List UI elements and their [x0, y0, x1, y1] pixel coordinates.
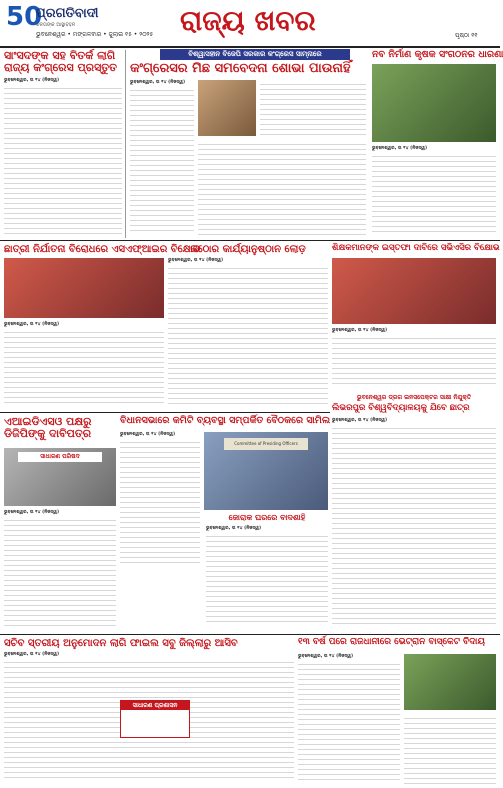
article-a6-body [332, 328, 496, 388]
paper-name: ପ୍ରଗତିବାଦୀ [36, 6, 99, 21]
headline-a6: ଶିକ୍ଷକମାନଙ୍କ ଇସ୍ତଫା ଦାବିରେ ସଭିଏସିର ବିକ୍ଷୋଭ [332, 243, 500, 253]
article-a10-dateline: ଭୁବନେଶ୍ୱର, ତା ୧୪ (ନିଜସ୍ୱ) [206, 526, 262, 531]
article-a11-dateline: ଭୁବନେଶ୍ୱର, ତା ୧୪ (ନିଜସ୍ୱ) [4, 652, 60, 657]
article-a1-dateline: ଭୁବନେଶ୍ୱର, ତା ୧୪ (ନିଜସ୍ୱ) [4, 78, 60, 83]
article-a1-body [4, 78, 122, 238]
issue-dateline: ଭୁବନେଶ୍ୱର • ମଙ୍ଗଳବାର • ଜୁଲାଇ ୧୫ • ୨୦୨୫ [36, 31, 154, 38]
teachers-protest-photo [332, 258, 496, 324]
article-a2-body-3 [260, 80, 366, 138]
article-a5-dateline: ଭୁବନେଶ୍ୱର, ତା ୧୪ (ନିଜସ୍ୱ) [168, 258, 224, 263]
article-a4-body [4, 322, 164, 410]
general-administration-inset [120, 700, 190, 738]
article-a7-dateline: ଭୁବନେଶ୍ୱର, ତା ୧୪ (ନିଜସ୍ୱ) [332, 418, 388, 423]
masthead [0, 0, 500, 48]
article-a9-body [120, 432, 200, 568]
article-a12-dateline: ଭୁବନେଶ୍ୱର, ତା ୧୪ (ନିଜସ୍ୱ) [298, 654, 354, 659]
article-a8-dateline: ଭୁବନେଶ୍ୱର, ତା ୧୪ (ନିଜସ୍ୱ) [4, 510, 60, 515]
meeting-banner: Committee of Presiding Officers [224, 438, 308, 450]
headline-a3: ନବ ନିର୍ମାଣ କୃଷକ ସଂଗଠନର ଧାରଣା [372, 49, 503, 60]
article-a3-dateline: ଭୁବନେଶ୍ୱର, ତା ୧୪ (ନିଜସ୍ୱ) [372, 146, 428, 151]
paper-tagline: ଜନତାଙ୍କ ଆସ୍ଥାବହନ [36, 22, 76, 28]
article-a3-body [372, 146, 496, 238]
article-a8-body [4, 510, 116, 630]
article-a2-dateline: ଭୁବନେଶ୍ୱର, ତା ୧୪ (ନିଜସ୍ୱ) [130, 80, 186, 85]
article-a10-body [206, 526, 328, 630]
headline-a4: ଛାତ୍ରୀ ନିର୍ଯାତନା ବିରୋଧରେ ଏସଏଫ୍‌ଆଇର ବିକ୍ଷୋଭ [4, 244, 201, 255]
sports-event-photo [404, 654, 496, 710]
leader-portrait [198, 80, 256, 136]
inset-title: ସାଧାରଣ ପ୍ରଶାସନ [121, 701, 189, 710]
headline-a2: କଂଗ୍ରେସର ମିଛ ସମବେଦନା ଶୋଭା ପାଉନାହିଁ [130, 61, 351, 76]
section-title: ରାଜ୍ୟ ଖବର [180, 4, 316, 37]
headline-a12: ୧୩ ବର୍ଷ ପରେ ରାଜଧାନୀରେ ଭେଟ୍ରାନ ବାସ୍କେଟ ବିଦାୟ [298, 637, 485, 647]
headline-a8: ଏଆଇଡିଏସଓ ପକ୍ଷରୁ ଡିଜିପିଙ୍କୁ ଦାବିପତ୍ର [4, 415, 92, 441]
headline-a1: ସାଂସଦଙ୍କ ସହ ବିତର୍କ ଲାଗି ରାଜ୍ୟ କଂଗ୍ରେସ ପ୍ରସ୍ତୁତ [4, 49, 117, 75]
article-a5-body [168, 258, 328, 410]
row-divider-3 [0, 634, 500, 635]
article-a9-dateline: ଭୁବନେଶ୍ୱର, ତା ୧୪ (ନିଜସ୍ୱ) [120, 432, 176, 437]
row-divider [0, 240, 500, 241]
anniversary-logo: 50 [6, 2, 43, 32]
kicker-a2: ବିଶ୍ୱାସହୀନ ବିଜେପି ସରକାର କଂଗ୍ରେସ ସାମ୍ନାରେ [160, 49, 350, 60]
row-divider-2 [0, 412, 330, 413]
article-a12-body-2 [404, 714, 496, 784]
article-a2-body-2 [198, 140, 366, 238]
headline-a11: ସଚିବ ସ୍ତରୀୟ ଅନୁମୋଦନ ଲାଗି ଫାଇଲ ସବୁ ଜିଲ୍ଲାରୁ ଆସିବ [4, 638, 238, 649]
article-a12-body [298, 654, 400, 784]
article-a4-dateline: ଭୁବନେଶ୍ୱର, ତା ୧୪ (ନିଜସ୍ୱ) [4, 322, 60, 327]
article-a2-body [130, 80, 194, 238]
headline-a7: ଲିଭରପୁର ବିଶ୍ୱବିଦ୍ୟାଳୟକୁ ଯିବେ ଛାତ୍ର [332, 403, 470, 413]
page-number: ପୃଷ୍ଠା ୧୧ [455, 32, 478, 39]
protest-sign: ସାଧାରଣ ପରିଷଦ [18, 452, 102, 462]
aidso-delegation-photo [4, 448, 116, 506]
column-divider [125, 50, 126, 238]
farmers-protest-photo [372, 64, 496, 142]
headline-a10: ଜୋରାକ ଘରରେ ବାଦଶାହି [228, 513, 306, 522]
article-a7-body [332, 418, 496, 630]
headline-a5: କଠୋର କାର୍ଯ୍ୟାନୁଷ୍ଠାନ ଲୋଡ଼ [190, 244, 306, 255]
assembly-meeting-photo [204, 432, 328, 510]
article-a6-dateline: ଭୁବନେଶ୍ୱର, ତା ୧୪ (ନିଜସ୍ୱ) [332, 328, 388, 333]
kicker-a7: ଭୁବନେଶ୍ୱର ଡ୍ରଗ ଇନସପେକ୍ଟର ସାକ୍ଷୀ ନିଯୁକ୍ତି [332, 392, 496, 403]
students-protest-photo [4, 258, 164, 318]
headline-a9: ବିଧାନସଭାରେ କମିଟି ବ୍ୟବସ୍ଥା ସମ୍ପର୍କିତ ବୈଠକରେ ସାମିଲ [120, 415, 331, 426]
